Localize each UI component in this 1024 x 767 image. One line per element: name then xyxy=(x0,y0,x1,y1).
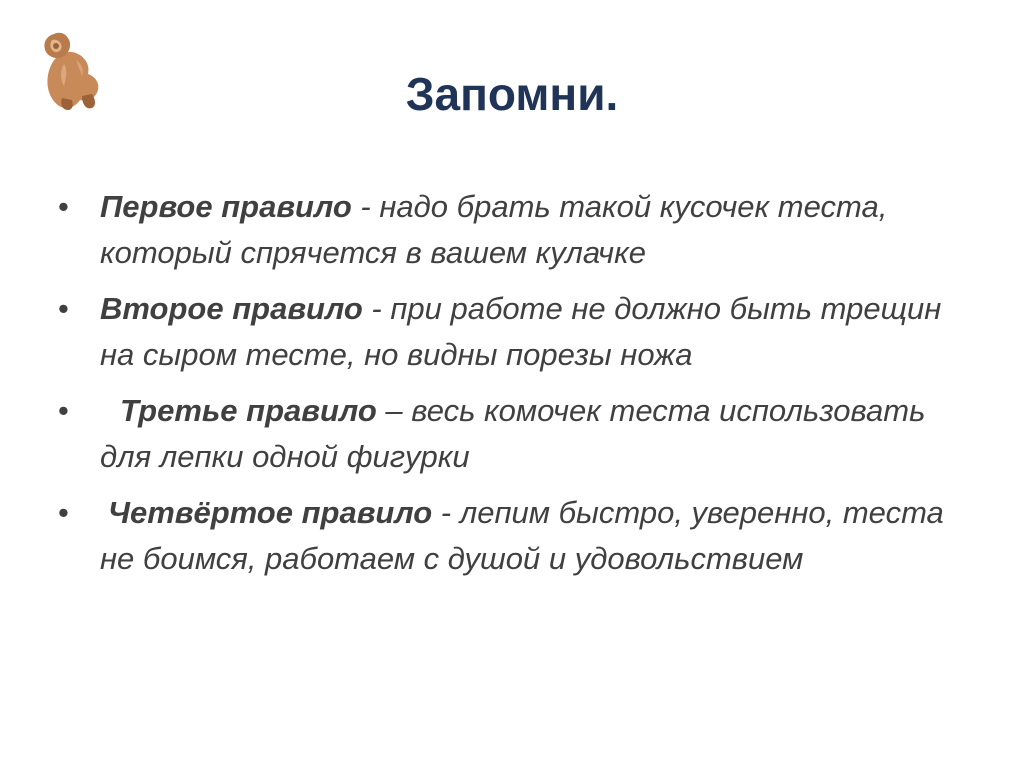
rule-name: Первое правило xyxy=(100,189,352,224)
rule-text: - при работе не должно быть трещин на сыром тесте, но видны порезы ножа xyxy=(100,291,942,372)
rule-name: Третье правило xyxy=(120,393,377,428)
rule-text: – весь комочек теста использовать для лепки одной фигурки xyxy=(100,393,926,474)
list-item xyxy=(58,490,958,582)
list-item xyxy=(58,388,958,480)
bullet-icon: • xyxy=(58,189,69,224)
bullet-icon: • xyxy=(58,495,69,530)
bullet-icon: • xyxy=(58,393,69,428)
rule-text: - надо брать такой кусочек теста, который спрячется в вашем кулачке xyxy=(100,189,888,270)
page-title: Запомни. xyxy=(405,68,619,120)
list-item xyxy=(58,286,958,378)
list-item xyxy=(58,184,958,276)
rule-text: - лепим быстро, уверенно, теста не боимся, работаем с душой и удовольствием xyxy=(100,495,944,576)
rules-list xyxy=(58,184,958,592)
rule-name: Четвёртое правило xyxy=(108,495,433,530)
bullet-icon: • xyxy=(58,291,69,326)
rule-name: Второе правило xyxy=(100,291,363,326)
